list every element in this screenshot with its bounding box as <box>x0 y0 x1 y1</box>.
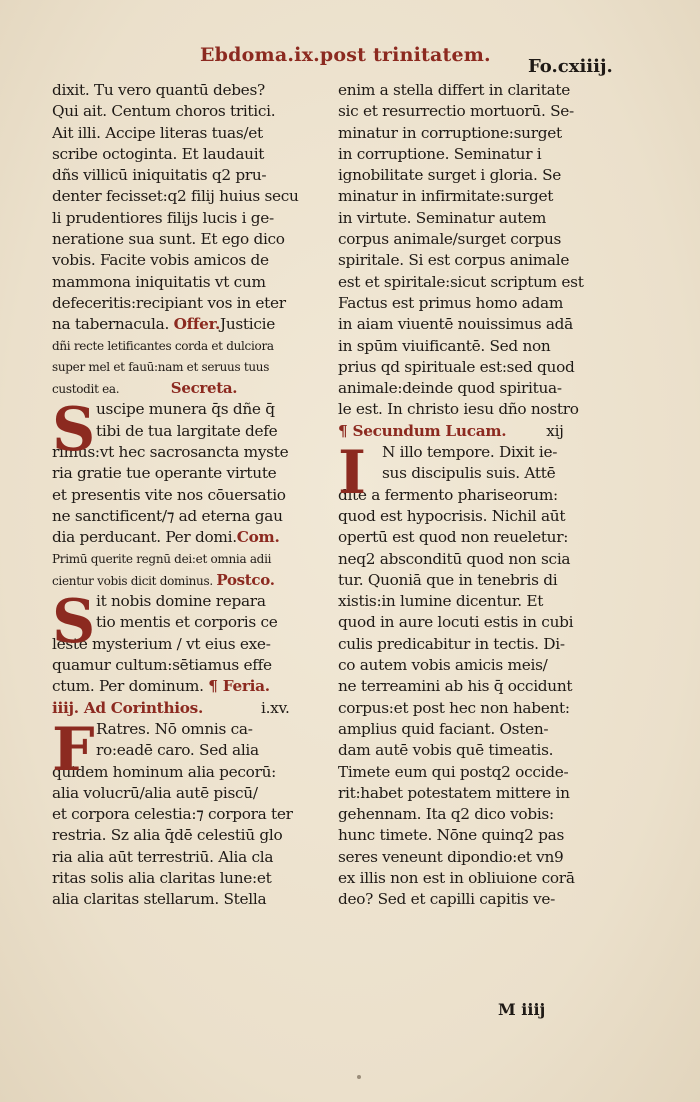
paper-speck <box>357 1075 361 1079</box>
text-fragment: cientur vobis dicit dominus. <box>52 573 213 588</box>
text-line <box>52 314 320 335</box>
text-line: leste mysterium / vt eius exe- <box>52 634 271 653</box>
text-line: in spūm viuificantē. Sed non <box>338 336 551 355</box>
text-line: culis predicabitur in tectis. Di- <box>338 634 565 653</box>
rubric-secundum-lucam: ¶ Secundum Lucam. <box>338 421 507 440</box>
text-line: dñs villicū iniquitatis q2 pru- <box>52 166 267 185</box>
text-line: quamur cultum:sētiamus effe <box>52 656 272 675</box>
text-line: sic et resurrectio mortuorū. Se- <box>338 102 574 121</box>
text-line: minatur in corruptione:surget <box>338 123 562 142</box>
text-line: sus discipulis suis. Attē <box>382 464 556 483</box>
initial-capital-S: S <box>52 587 96 658</box>
text-line: ex illis non est in obliuione corā <box>338 868 575 887</box>
text-line: N illo tempore. Dixit ie- <box>382 443 558 462</box>
text-line: ne terreamini ab his q̄ occidunt <box>338 677 573 696</box>
text-line: et corpora celestia:⁊ corpora ter <box>52 805 293 824</box>
text-line: dam autē vobis quē timeatis. <box>338 741 554 760</box>
text-line: Qui ait. Centum choros tritici. <box>52 102 276 121</box>
rubric-communion: Com. <box>236 528 280 547</box>
text-line: le est. In christo iesu dño nostro <box>338 400 579 419</box>
text-line: co autem vobis amicis meis/ <box>338 656 548 675</box>
rubric-secreta: Secreta. <box>170 379 238 398</box>
text-line: in aiam viuentē nouissimus adā <box>338 315 573 334</box>
text-line: quod in aure locuti estis in cubi <box>338 613 574 632</box>
rubric-feria: ¶ Feria. <box>208 677 270 696</box>
text-line-small: super mel et fauū:nam et seruus tuus <box>52 359 270 374</box>
text-line: neratione sua sunt. Et ego dico <box>52 230 285 249</box>
text-line: opertū est quod non reueletur: <box>338 528 569 547</box>
rubric-ad-corinthios: iiij. Ad Corinthios. <box>52 698 204 717</box>
text-fragment: Justicie <box>220 315 275 334</box>
text-line: alia claritas stellarum. Stella <box>52 890 267 909</box>
text-line: in corruptione. Seminatur i <box>338 144 542 163</box>
initial-capital-I: I <box>338 438 366 509</box>
text-line: dixit. Tu vero quantū debes? <box>52 81 265 99</box>
text-line: et presentis vite nos cōuersatio <box>52 485 286 504</box>
left-column <box>52 80 320 911</box>
text-line: Ratres. Nō omnis ca- <box>96 719 253 738</box>
text-line: minatur in infirmitate:surget <box>338 187 554 206</box>
text-line: tur. Quoniā que in tenebris di <box>338 570 558 589</box>
text-line: ria gratie tue operante virtute <box>52 464 277 483</box>
text-line <box>52 676 320 697</box>
text-fragment: dia perducant. Per domi. <box>52 528 237 547</box>
text-line: xistis:in lumine dicentur. Et <box>338 592 544 611</box>
text-line <box>338 421 610 442</box>
rubric-postcommunion: Postco. <box>216 570 275 589</box>
text-line: ritas solis alia claritas lune:et <box>52 868 272 887</box>
text-line: amplius quid faciant. Osten- <box>338 719 549 738</box>
folio-number: Fo.cxiiij. <box>528 56 613 77</box>
text-line-small: dñi recte letificantes corda et dulciora <box>52 338 274 353</box>
text-line: alia volucrū/alia autē piscū/ <box>52 783 258 802</box>
text-line-small: Primū querite regnū dei:et omnia adii <box>52 551 272 566</box>
text-line: dite a fermento phariseorum: <box>338 485 558 504</box>
text-line: restria. Sz alia q̄dē celestiū glo <box>52 826 283 845</box>
text-line: in virtute. Seminatur autem <box>338 208 547 227</box>
text-line: hunc timete. Nōne quinq2 pas <box>338 826 565 845</box>
text-fragment: custodit ea. <box>52 382 120 397</box>
text-line: Ait illi. Accipe literas tuas/et <box>52 123 263 142</box>
text-line: animale:deinde quod spiritua- <box>338 379 562 398</box>
initial-capital-F: F <box>52 714 95 785</box>
text-line: corpus:et post hec non habent: <box>338 698 570 717</box>
text-line: rit:habet potestatem mittere in <box>338 783 570 802</box>
text-line: neq2 absconditū quod non scia <box>338 549 571 568</box>
text-line: spiritale. Si est corpus animale <box>338 251 570 270</box>
text-line: corpus animale/surget corpus <box>338 230 562 249</box>
prayer-suscipe <box>52 395 320 548</box>
text-line: rimus:vt hec sacrosancta myste <box>52 443 289 462</box>
initial-capital-S: S <box>52 395 96 466</box>
prayer-sit <box>52 587 320 697</box>
page-header <box>0 42 700 78</box>
text-line: ria alia aūt terrestriū. Alia cla <box>52 847 274 866</box>
text-line: prius qd spirituale est:sed quod <box>338 357 575 376</box>
text-line: vobis. Facite vobis amicos de <box>52 251 269 270</box>
text-line: it nobis domine repara <box>96 592 266 611</box>
text-line: tio mentis et corporis ce <box>96 613 278 632</box>
signature-mark: M iiij <box>498 1000 546 1019</box>
text-line: deo? Sed et capilli capitis ve- <box>338 890 555 909</box>
text-line: quidem hominum alia pecorū: <box>52 762 277 781</box>
running-title: Ebdoma.ix.post trinitatem. <box>200 44 491 66</box>
text-line: enim a stella differt in claritate <box>338 81 571 99</box>
text-line: Factus est primus homo adam <box>338 293 564 312</box>
text-line: ro:eadē caro. Sed alia <box>96 741 259 760</box>
text-line: est et spiritale:sicut scriptum est <box>338 272 584 291</box>
text-line: seres veneunt dipondio:et vn9 <box>338 847 564 866</box>
rubric-offertory: Offer. <box>173 315 220 334</box>
text-line: uscipe munera q̄s dñe q̄ <box>96 400 275 419</box>
text-line: Timete eum qui postq2 occide- <box>338 762 569 781</box>
text-line: quod est hypocrisis. Nichil aūt <box>338 506 566 525</box>
epistle-fratres <box>52 714 320 911</box>
chapter-ref: xij <box>546 421 564 440</box>
text-line: scribe octoginta. Et laudauit <box>52 144 265 163</box>
text-line: gehennam. Ita q2 dico vobis: <box>338 805 554 824</box>
text-fragment: na tabernacula. <box>52 315 170 334</box>
text-line: defeceritis:recipiant vos in eter <box>52 293 286 312</box>
text-line: denter fecisset:q2 filij huius secu <box>52 187 299 206</box>
chapter-ref: i.xv. <box>261 698 290 717</box>
right-column <box>338 80 610 911</box>
text-line: ne sanctificent/⁊ ad eterna gau <box>52 506 283 525</box>
text-line <box>52 527 320 548</box>
text-line: li prudentiores filijs lucis i ge- <box>52 208 274 227</box>
text-line: tibi de tua largitate defe <box>96 421 278 440</box>
gospel-in-illo <box>338 438 610 911</box>
text-line: mammona iniquitatis vt cum <box>52 272 266 291</box>
text-fragment: ctum. Per dominum. <box>52 677 204 696</box>
text-line: ignobilitate surget i gloria. Se <box>338 166 562 185</box>
